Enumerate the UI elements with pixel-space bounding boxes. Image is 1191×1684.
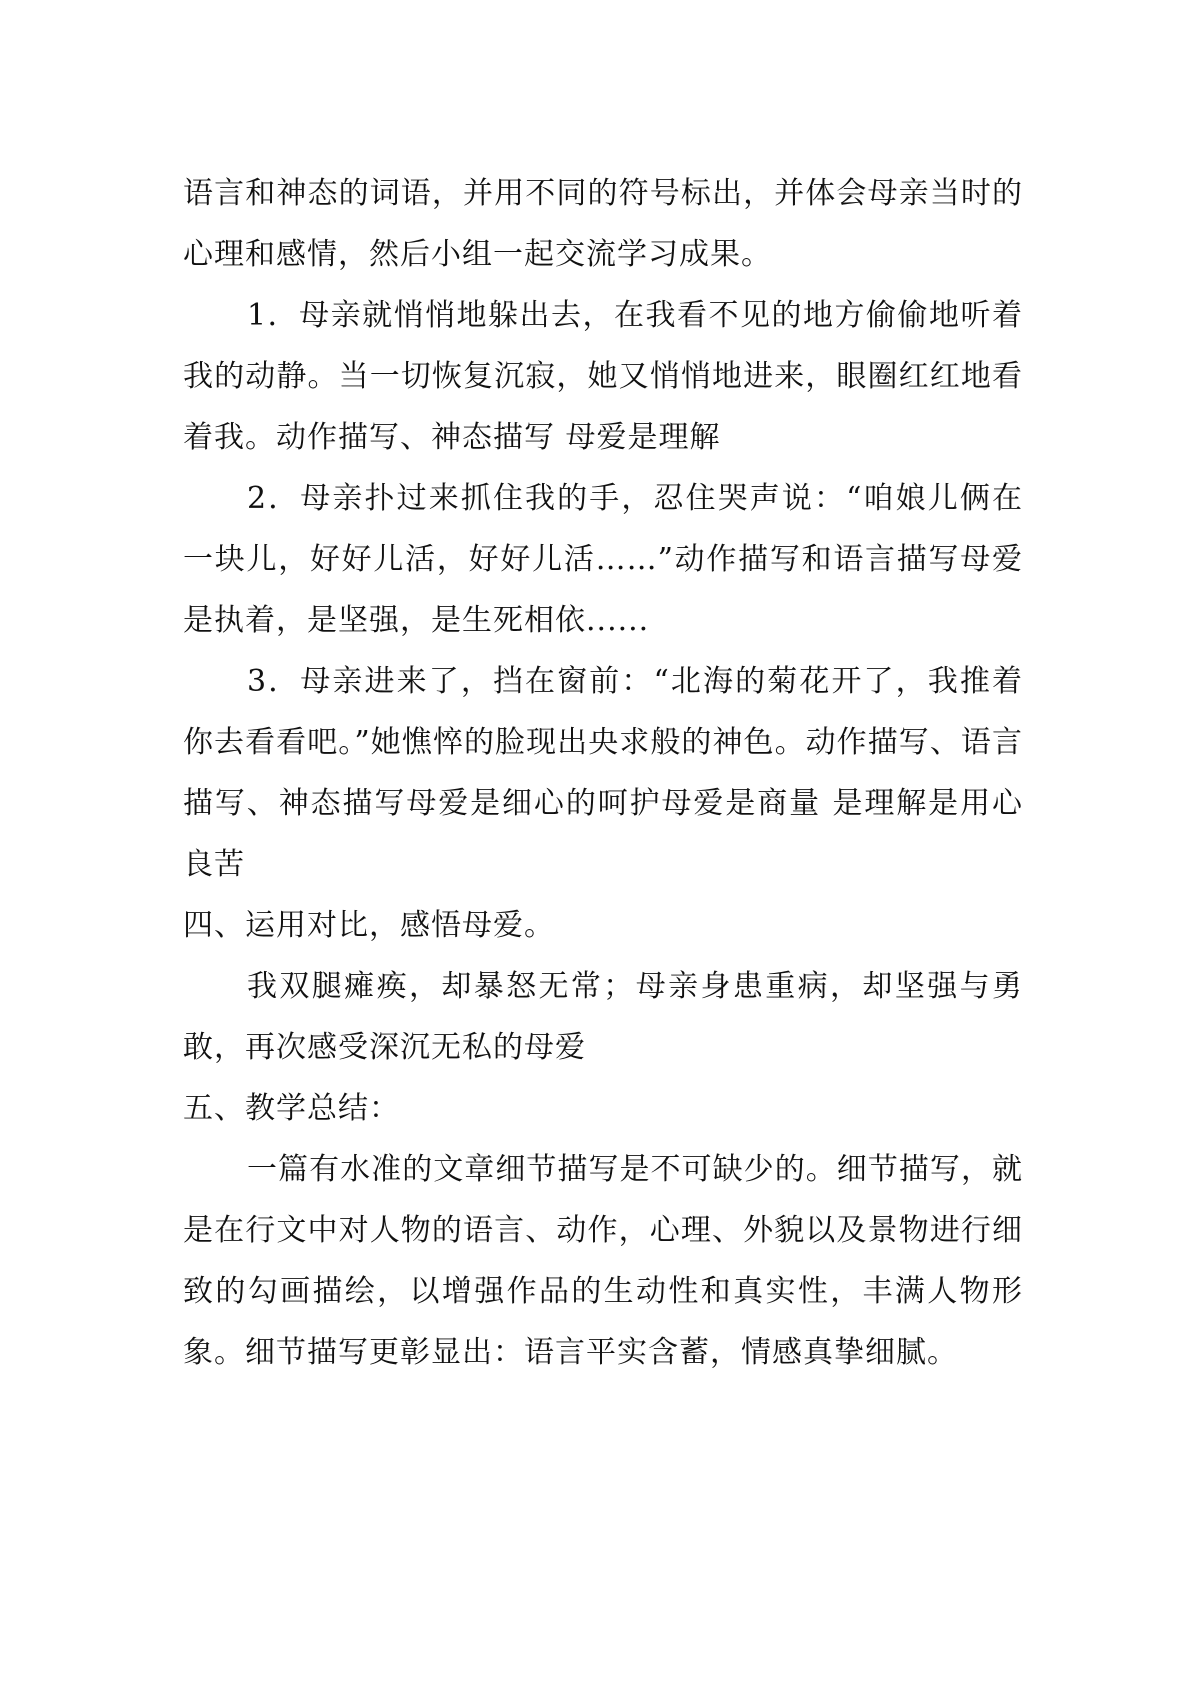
section-5-heading: 五、教学总结： xyxy=(183,1091,400,1126)
analysis-item-1: 1．母亲就悄悄地躲出去，在我看不见的地方偷偷地听着我的动静。当一切恢复沉寂，她又悄悄地进来，眼圈红红地看着我。动作描写、神态描写 母爱是理解 xyxy=(183,298,1023,455)
document-body xyxy=(183,163,1023,1383)
intro-continuation-paragraph: 语言和神态的词语，并用不同的符号标出，并体会母亲当时的心理和感情，然后小组一起交流学习成果。 xyxy=(183,176,1023,272)
analysis-item-2: 2．母亲扑过来抓住我的手，忍住哭声说：“咱娘儿俩在一块儿，好好儿活，好好儿活……”动作描写和语言描写母爱是执着，是坚强，是生死相依...... xyxy=(183,481,1023,638)
section-4-heading: 四、运用对比，感悟母爱。 xyxy=(183,908,555,943)
section-5-body: 一篇有水准的文章细节描写是不可缺少的。细节描写，就是在行文中对人物的语言、动作，心理、外貌以及景物进行细致的勾画描绘，以增强作品的生动性和真实性，丰满人物形象。细节描写更彰显出：语言平实含蓄，情感真挚细腻。 xyxy=(183,1152,1023,1370)
section-4-body: 我双腿瘫痪，却暴怒无常；母亲身患重病，却坚强与勇敢，再次感受深沉无私的母爱 xyxy=(183,969,1023,1065)
analysis-item-3: 3．母亲进来了，挡在窗前：“北海的菊花开了，我推着你去看看吧。”她憔悴的脸现出央求般的神色。动作描写、语言描写、神态描写母爱是细心的呵护母爱是商量 是理解是用心良苦 xyxy=(183,664,1023,882)
